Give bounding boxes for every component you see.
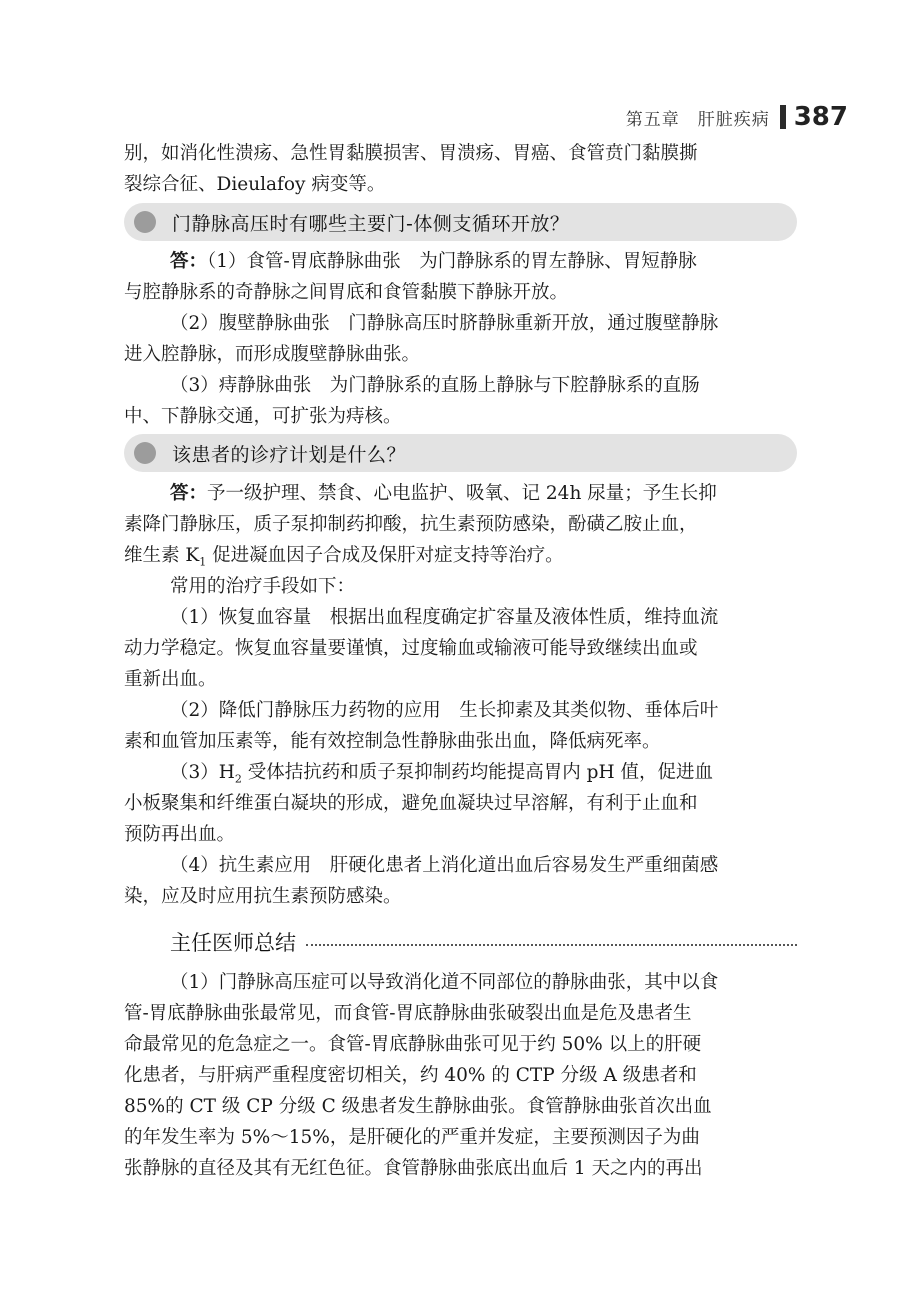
answer-2-plan: 答：予一级护理、禁食、心电监护、吸氧、记 24h 尿量；予生长抑 素降门静脉压，质子泵抑制药抑酸，抗生素预防感染，酚磺乙胺止血， 维生素 $K_1$ 促进凝血因子合成及保肝对症支持等治疗。: [124, 483, 717, 569]
answer-2-item-4: （4）抗生素应用 肝硬化患者上消化道出血后容易发生严重细菌感 染，应及时应用抗生素预防感染。: [124, 855, 719, 907]
running-header: [626, 102, 848, 132]
header-divider: [780, 105, 786, 129]
question-heading-1: 门静脉高压时有哪些主要门-体侧支循环开放？: [124, 203, 797, 241]
question-heading-2: 该患者的诊疗计划是什么？: [124, 434, 797, 472]
answer-2-item-2: （2）降低门静脉压力药物的应用 生长抑素及其类似物、垂体后叶 素和血管加压素等，能有效控制急性静脉曲张出血，降低病死率。: [124, 700, 719, 752]
chapter-title: 第五章 肝脏疾病: [625, 109, 770, 130]
answer-1-item-2: （2）腹壁静脉曲张 门静脉高压时脐静脉重新开放，通过腹壁静脉 进入腔静脉，而形成腹壁静脉曲张。: [124, 313, 719, 365]
answer-1-item-1: 答：（1）食管-胃底静脉曲张 为门静脉系的胃左静脉、胃短静脉 与腔静脉系的奇静脉之间胃底和食管黏膜下静脉开放。: [124, 251, 697, 303]
bullet-icon: [134, 442, 156, 464]
answer-2-item-3: $(3)H_2$ 受体拮抗药和质子泵抑制药均能提高胃内 pH 值，促进血 小板聚集和纤维蛋白凝块的形成，避免血凝块过早溶解，有利于止血和 预防再出血。: [124, 762, 714, 845]
answer-1-item-3: （3）痔静脉曲张 为门静脉系的直肠上静脉与下腔静脉系的直肠 中、下静脉交通，可扩张为痔核。: [124, 375, 700, 427]
page-number: 387: [793, 102, 848, 132]
answer-2-item-1: （1）恢复血容量 根据出血程度确定扩容量及液体性质，维持血流 动力学稳定。恢复血容量要谨慎，过度输血或输液可能导致继续出血或 重新出血。: [124, 607, 719, 690]
dotted-leader: [306, 944, 797, 946]
answer-2-intro: 常用的治疗手段如下：: [170, 576, 356, 597]
bullet-icon: [134, 211, 156, 233]
summary-paragraph: （1）门静脉高压症可以导致消化道不同部位的静脉曲张，其中以食 管-胃底静脉曲张最常见，而食管-胃底静脉曲张破裂出血是危及患者生 命最常见的危急症之一。食管-胃底静脉曲张可见于约 50% 以上的肝硬 化患者，与肝病严重程度密切相关，约 40% 的 CTP 分级 A 级患者和 85%的 CT 级 CP 分级 C 级患者发生静脉曲张。食管静脉曲张首次出血 的年发生率为 5%～15%，是肝硬化的严重并发症，主要预测因子为曲 张静脉的直径及其有无红色征。食管静脉曲张底出血后 1 天之内的再出: [124, 972, 719, 1179]
summary-heading: 主任医师总结: [170, 927, 797, 957]
continued-paragraph: 别，如消化性溃疡、急性胃黏膜损害、胃溃疡、胃癌、食管贲门黏膜撕 裂综合征、Dieulafoy 病变等。: [124, 143, 698, 195]
